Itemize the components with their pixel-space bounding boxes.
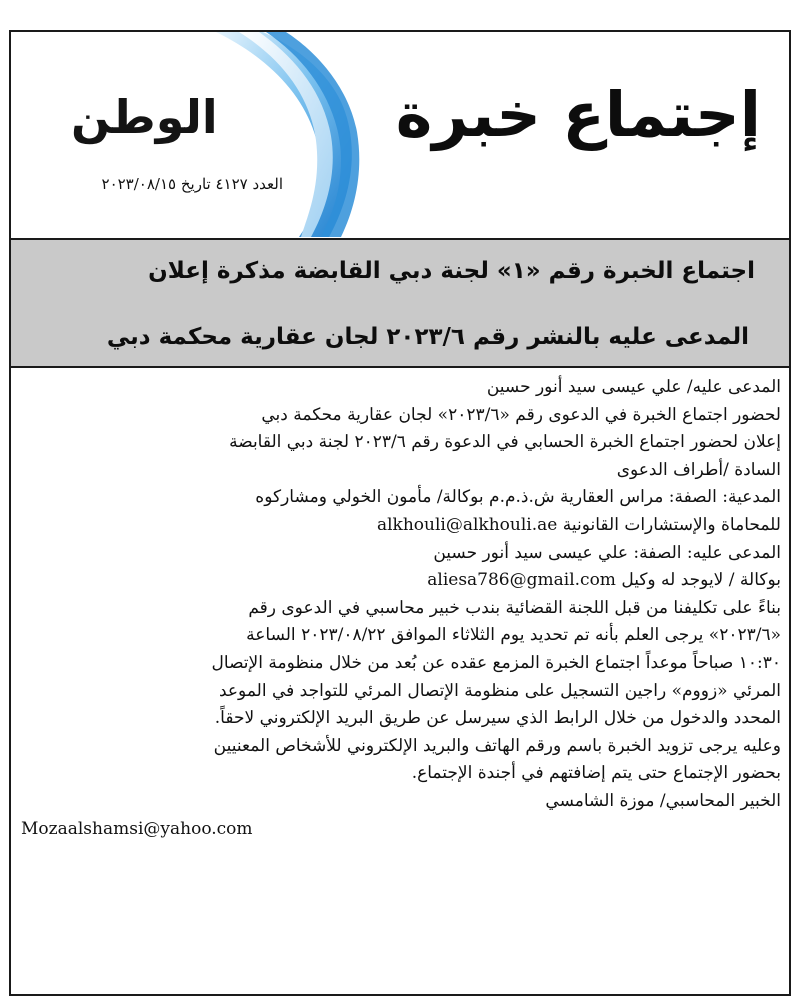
body-line: المرئي «زووم» راجين التسجيل على منظومة الإتصال المرئي للتواجد في الموعد	[218, 680, 781, 701]
body-line: السادة /أطراف الدعوى	[616, 459, 781, 480]
headline: إجتماع خبرة	[395, 78, 761, 151]
advertisement-frame	[9, 30, 791, 996]
expert-signature: الخبير المحاسبي/ موزة الشامسي	[545, 790, 781, 811]
expert-email-text: Mozaalshamsi@yahoo.com	[21, 818, 253, 839]
body-line: بناءً على تكليفنا من قبل اللجنة القضائية بندب خبير محاسبي في الدعوى رقم	[248, 597, 781, 618]
newspaper-logo: الوطن	[71, 90, 218, 144]
body-line: المدعى عليه/ علي عيسى سيد أنور حسين	[486, 377, 781, 397]
title-bar	[11, 238, 789, 368]
masthead	[11, 32, 789, 237]
body-line: «٢٠٢٣/٦» يرجى العلم بأنه تم تحديد يوم الثلاثاء الموافق ٢٠٢٣/٠٨/٢٢ الساعة	[246, 625, 781, 646]
body-line: بحضور الإجتماع حتى يتم إضافتهم في أجندة الإجتماع.	[411, 763, 781, 784]
body-line: للمحاماة والإستشارات القانونية alkhouli@alkhouli.ae	[376, 514, 781, 535]
title-line-2: المدعى عليه بالنشر رقم ٢٠٢٣/٦ لجان عقارية محكمة دبي	[106, 324, 749, 350]
issue-date: العدد ٤١٢٧ تاريخ ٢٠٢٣/٠٨/١٥	[101, 175, 283, 193]
body-line: لحضور اجتماع الخبرة في الدعوى رقم «٢٠٢٣/٦» لجان عقارية محكمة دبي	[261, 404, 781, 425]
body-line: المدعية: الصفة: مراس العقارية ش.ذ.م.م بوكالة/ مأمون الخولي ومشاركوه	[255, 487, 781, 508]
title-line-1: اجتماع الخبرة رقم «١» لجنة دبي القابضة مذكرة إعلان	[148, 258, 755, 284]
notice-body	[21, 374, 781, 843]
body-line: وعليه يرجى تزويد الخبرة باسم ورقم الهاتف والبريد الإلكتروني للأشخاص المعنيين	[213, 735, 781, 756]
body-line: إعلان لحضور اجتماع الخبرة الحسابي في الدعوة رقم ٢٠٢٣/٦ لجنة دبي القابضة	[229, 432, 781, 453]
body-line: بوكالة / لايوجد له وكيل aliesa786@gmail.com	[427, 570, 781, 591]
body-line: المحدد والدخول من خلال الرابط الذي سيرسل عن طريق البريد الإلكتروني لاحقاً.	[214, 708, 781, 729]
expert-email	[21, 816, 781, 844]
body-line: ١٠:٣٠ صباحاً موعداً اجتماع الخبرة المزمع عقده عن بُعد من خلال منظومة الإتصال	[211, 652, 781, 673]
body-line: المدعى عليه: الصفة: علي عيسى سيد أنور حسين	[433, 542, 781, 563]
